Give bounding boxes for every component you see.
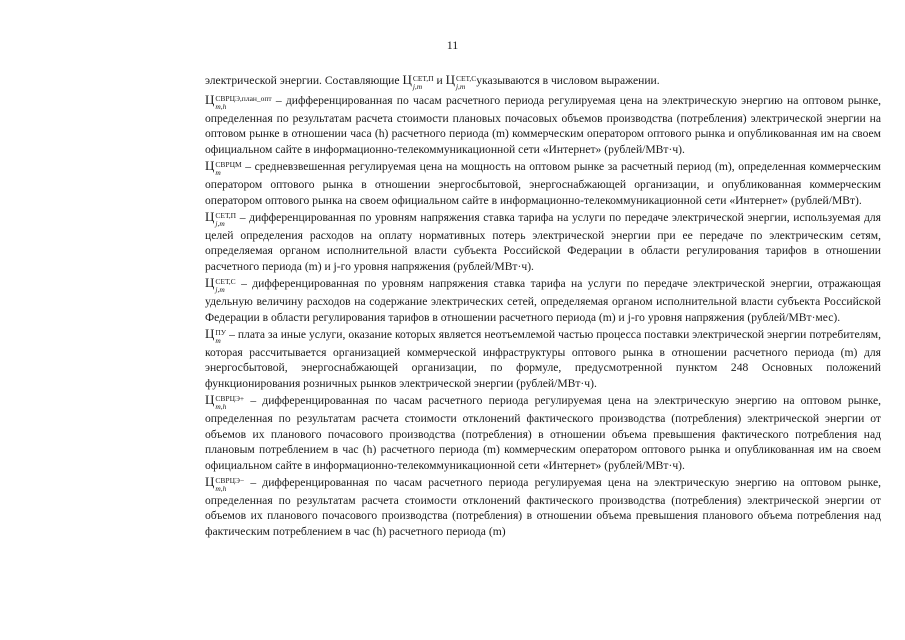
symbol-c-set-p: Ц СЕТ,П j,m: [402, 72, 434, 91]
definition-text: – дифференцированная по часам расчетного периода регулируемая цена на электрическую энергию на оптовом рынке, определенная по результатам расчета стоимости отклонений фактического производства (потребления) электрической энергии от объемов их планового почасового производства (потребления) в отношении объема превышения фактического потребления над плановым потреблением в час (h) расчетного периода (m) коммерческим оператором оптового рынка и опубликованная им на своем официальном сайте в информационно-телекоммуникационной сети «Интернет» (рублей/МВт·ч).: [205, 394, 881, 472]
definition-symbol: Ц СЕТ,П j,m: [205, 209, 237, 229]
definition-svrce-plus: [205, 392, 881, 473]
definition-symbol: Ц СЕТ,С j,m: [205, 275, 236, 295]
definition-symbol: Ц СВРЦЭ,план_опт m,h: [205, 92, 272, 111]
definition-symbol: Ц СВРЦЭ− m,h: [205, 473, 245, 493]
intro-text-after: указываются в числовом выражении.: [476, 74, 660, 87]
definition-set-s: [205, 275, 881, 325]
definition-set-p: [205, 209, 881, 274]
document-body: [205, 72, 881, 540]
definition-symbol: Ц СВРЦЭ+ m,h: [205, 392, 245, 412]
page-number: 11: [446, 38, 459, 52]
intro-paragraph: [205, 72, 881, 91]
definition-text: – плата за иные услуги, оказание которых является неотъемлемой частью процесса поставки электрической энергии потребителям, которая рассчитывается организацией коммерческой инфраструктуры оптового рынка в отношении расчетного периода (m) для энергосбытовой, энергоснабжающей организации, по формуле, предусмотренной пунктом 248 Основных положений функционирования розничных рынков электрической энергии (рублей/МВт·ч).: [205, 328, 881, 390]
definition-text: – дифференцированная по часам расчетного периода регулируемая цена на электрическую энергию на оптовом рынке, определенная по результатам расчета стоимости отклонений фактического производства (потребления) электрической энергии от объемов их планового почасового производства (потребления) в отношении объема превышения планового объема потребления над фактическим потреблением в час (h) расчетного периода (m): [205, 475, 881, 538]
definition-pu: [205, 326, 881, 391]
symbol-c-set-s: Ц СЕТ,С j,m: [445, 72, 477, 91]
intro-text-before: электрической энергии. Составляющие: [205, 74, 403, 87]
definition-text: – дифференцированная по уровням напряжения ставка тарифа на услуги по передаче электрической энергии, отражающая удельную величину расходов на содержание электрических сетей, определяемая органом исполнительной власти субъекта Российской Федерации в области регулирования тарифов в отношении расчетного периода (m) и j-го уровня напряжения (рублей/МВт·мес).: [205, 277, 881, 324]
definition-svrce-minus: [205, 474, 881, 539]
definition-text: – дифференцированная по часам расчетного периода регулируемая цена на электрическую энергию на оптовом рынке, определенная по результатам расчета стоимости плановых почасовых объемов производства (потребления) электрической энергии на оптовом рынке в отношении часа (h) расчетного периода (m) коммерческим оператором оптового рынка и опубликованная им на своем официальном сайте в информационно-телекоммуникационной сети «Интернет» (рублей/МВт·ч).: [205, 94, 881, 156]
definition-svrce-plan: [205, 92, 881, 157]
definition-text: – средневзвешенная регулируемая цена на мощность на оптовом рынке за расчетный период (m), определенная коммерческим оператором оптового рынка в отношении энергосбытовой, энергоснабжающей организации, и опубликованная коммерческим оператором оптового рынка на своем официальном сайте в информационно-телекоммуникационной сети «Интернет» (рублей/МВт).: [205, 160, 881, 207]
definition-text: – дифференцированная по уровням напряжения ставка тарифа на услуги по передаче электрической энергии, используемая для целей определения расходов на оплату нормативных потерь электрической энергии при ее передаче по электрическим сетям, определяемая органом исполнительной власти субъекта Российской Федерации в области регулирования тарифов в отношении расчетного периода (m) и j-го уровня напряжения (рублей/МВт·ч).: [205, 211, 881, 273]
definition-symbol: Ц ПУ m: [205, 326, 227, 346]
definition-svrcm: [205, 158, 881, 208]
intro-text-middle: и: [433, 74, 446, 87]
definition-symbol: Ц СВРЦМ m: [205, 158, 242, 178]
